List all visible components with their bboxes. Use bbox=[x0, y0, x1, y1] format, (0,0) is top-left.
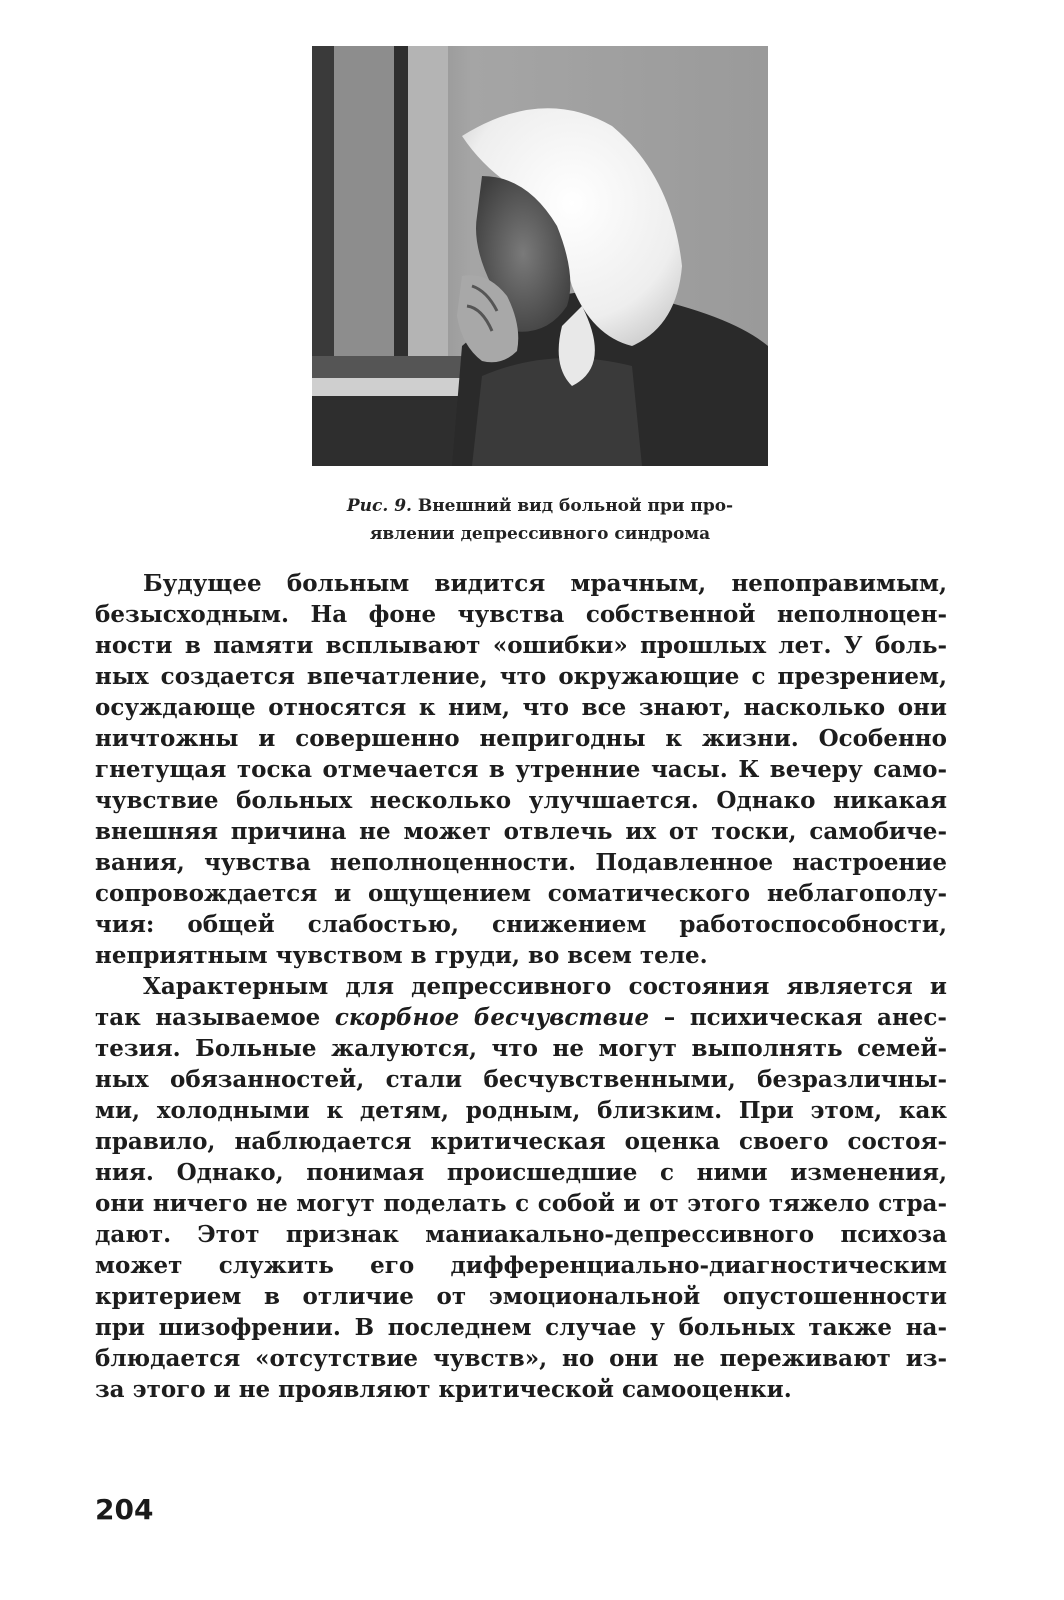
page-number: 204 bbox=[95, 1493, 154, 1526]
text-line: тезия. Больные жалуются, что не могут выполнять семей- bbox=[95, 1035, 947, 1062]
text-line: чия: общей слабостью, снижением работоспособности, bbox=[95, 911, 947, 938]
caption-line-1 bbox=[260, 492, 820, 520]
figure-caption bbox=[260, 492, 820, 548]
text-line: при шизофрении. В последнем случае у больных также на- bbox=[95, 1314, 947, 1341]
text-line: сопровождается и ощущением соматического неблагополу- bbox=[95, 880, 947, 907]
text-line: может служить его дифференциально-диагностическим bbox=[95, 1252, 947, 1279]
text-line: внешняя причина не может отвлечь их от тоски, самобиче- bbox=[95, 818, 947, 845]
text-line: ми, холодными к детям, родным, близким. При этом, как bbox=[95, 1097, 947, 1124]
text-line: чувствие больных несколько улучшается. Однако никакая bbox=[95, 787, 947, 814]
text-line: гнетущая тоска отмечается в утренние часы. К вечеру само- bbox=[95, 756, 947, 783]
caption-line-2: явлении депрессивного синдрома bbox=[369, 524, 711, 544]
text-fragment: так называемое bbox=[95, 1004, 335, 1031]
figure-photo bbox=[312, 46, 768, 466]
text-line-with-term bbox=[95, 1002, 947, 1033]
text-line: вания, чувства неполноценности. Подавленное настроение bbox=[95, 849, 947, 876]
text-line: дают. Этот признак маниакально-депрессивного психоза bbox=[95, 1221, 947, 1248]
text-line: критерием в отличие от эмоциональной опустошенности bbox=[95, 1283, 947, 1310]
text-line: ности в памяти всплывают «ошибки» прошлых лет. У боль- bbox=[95, 632, 947, 659]
photo-depressed-woman bbox=[312, 46, 768, 466]
term-italic: скорбное бесчувствие bbox=[334, 1004, 650, 1031]
text-line: ных создается впечатление, что окружающие с презрением, bbox=[95, 663, 947, 690]
text-line: ничтожны и совершенно непригодны к жизни. Особенно bbox=[95, 725, 947, 752]
text-line: Характерным для депрессивного состояния является и bbox=[143, 973, 947, 1000]
text-line: они ничего не могут поделать с собой и от этого тяжело стра- bbox=[95, 1190, 947, 1217]
body-text bbox=[95, 568, 947, 1405]
text-line: ных обязанностей, стали бесчувственными, безразличны- bbox=[95, 1066, 947, 1093]
text-line: безысходным. На фоне чувства собственной неполноцен- bbox=[95, 601, 947, 628]
text-fragment: – психическая анес- bbox=[649, 1004, 947, 1031]
text-line: правило, наблюдается критическая оценка своего состоя- bbox=[95, 1128, 947, 1155]
text-line: осуждающе относятся к ним, что все знают, насколько они bbox=[95, 694, 947, 721]
caption-label: Рис. 9. bbox=[346, 496, 412, 516]
text-line: ния. Однако, понимая происшедшие с ними изменения, bbox=[95, 1159, 947, 1186]
text-line: Будущее больным видится мрачным, непоправимым, bbox=[143, 570, 947, 597]
text-line: за этого и не проявляют критической самооценки. bbox=[95, 1376, 792, 1403]
text-line: неприятным чувством в груди, во всем теле. bbox=[95, 942, 708, 969]
text-line: блюдается «отсутствие чувств», но они не переживают из- bbox=[95, 1345, 947, 1372]
caption-text-1: Внешний вид больной при про- bbox=[411, 496, 734, 516]
